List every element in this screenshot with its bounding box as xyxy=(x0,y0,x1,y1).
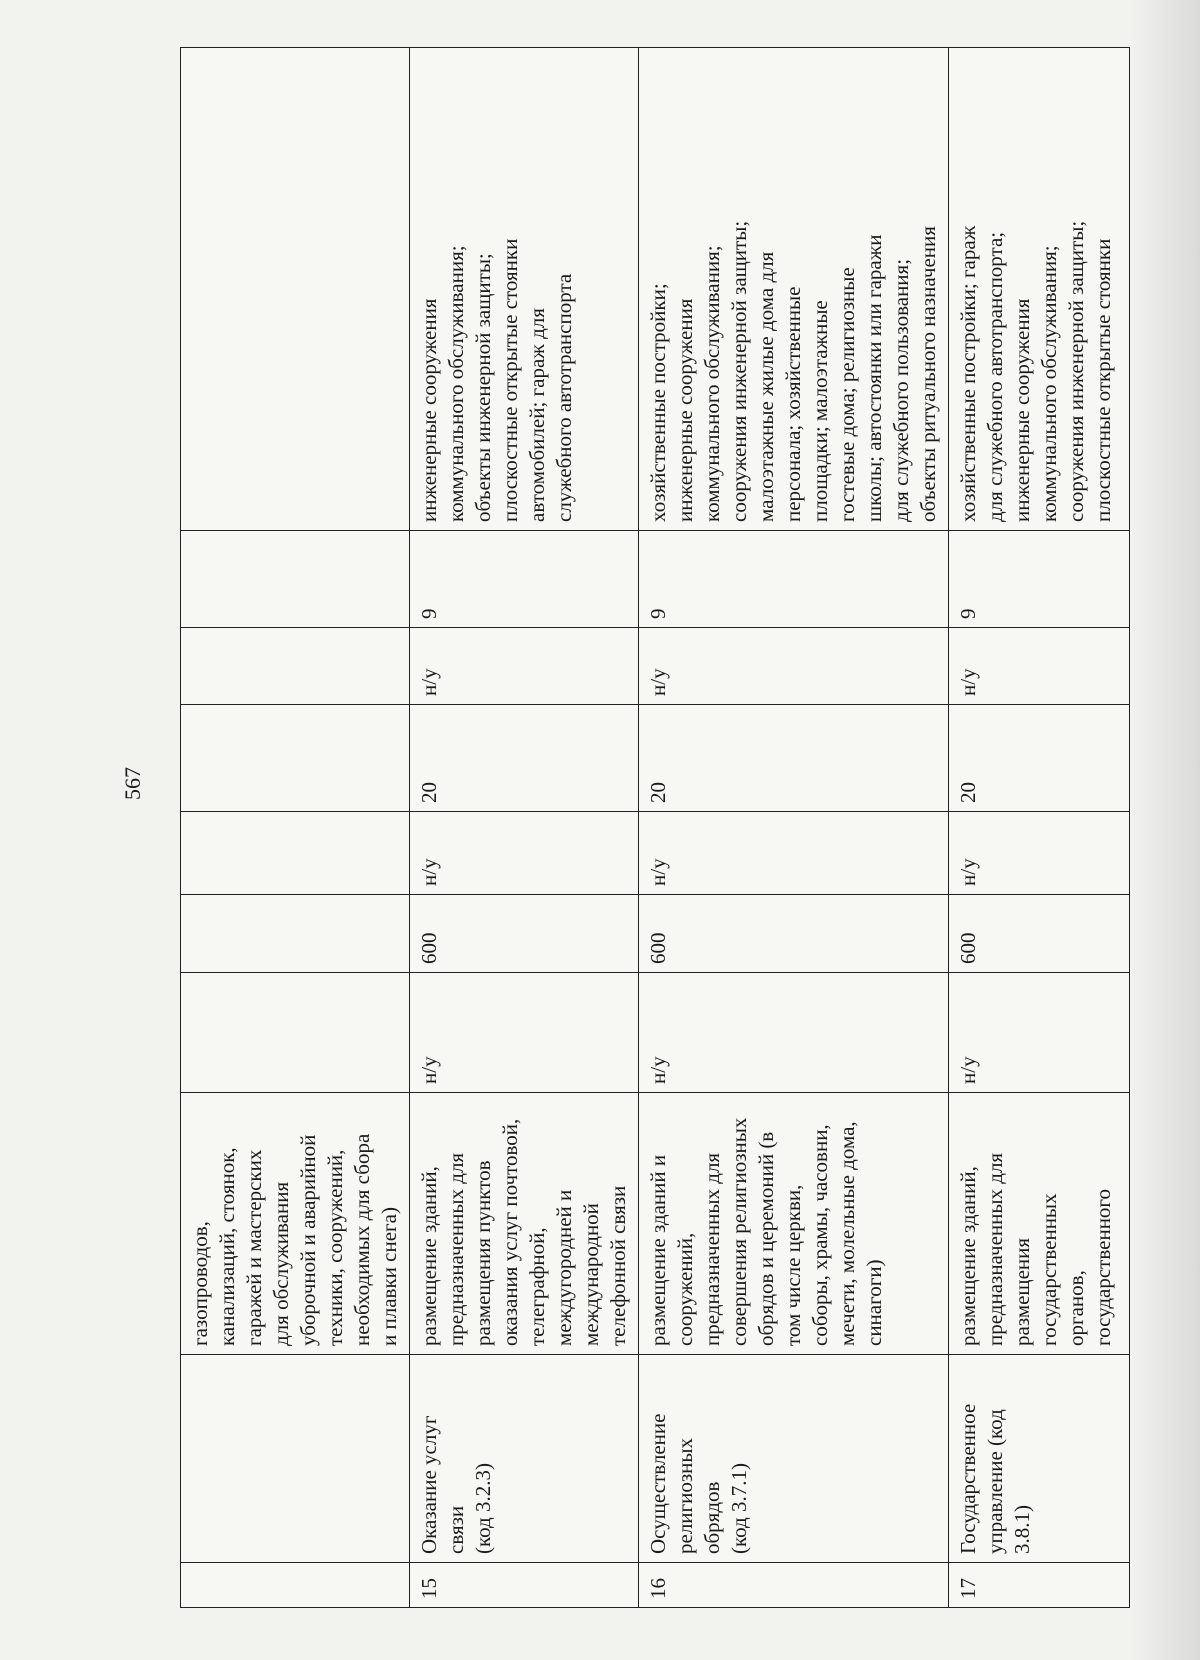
use-description: размещение зданий, предназначенных для размещения государственных органов, государственного xyxy=(949,1093,1130,1355)
use-type-name: Оказание услуг связи (код 3.2.3) xyxy=(410,1355,639,1563)
use-type-name: Осуществление религиозных обрядов (код 3.7.1) xyxy=(639,1355,949,1563)
row-number xyxy=(181,1563,410,1608)
param-cell: н/у xyxy=(410,628,639,705)
auxiliary-objects xyxy=(181,48,410,531)
param-cell xyxy=(181,531,410,628)
param-cell: н/у xyxy=(639,812,949,895)
param-cell: 600 xyxy=(639,895,949,973)
param-cell: н/у xyxy=(410,812,639,895)
param-cell: н/у xyxy=(639,628,949,705)
param-cell xyxy=(181,628,410,705)
auxiliary-objects: инженерные сооружения коммунального обслуживания; объекты инженерной защиты; плоскостные открытые стоянки автомобилей; гараж для служебного автотранспорта xyxy=(410,48,639,531)
use-description: размещение зданий и сооружений, предназначенных для совершения религиозных обрядов и церемоний (в том числе церкви, соборы, храмы, часовни, мечети, молельные дома, синагоги) xyxy=(639,1093,949,1355)
table-row xyxy=(181,48,410,1608)
scan-edge-shadow xyxy=(1130,0,1200,1660)
param-cell: 20 xyxy=(949,705,1130,812)
param-cell: 20 xyxy=(639,705,949,812)
use-description: размещение зданий, предназначенных для размещения пунктов оказания услуг почтовой, телеграфной, междугородней и международной телефонной связи xyxy=(410,1093,639,1355)
table-row xyxy=(410,48,639,1608)
param-cell: 600 xyxy=(949,895,1130,973)
param-cell xyxy=(181,705,410,812)
use-type-name: Государственное управление (код 3.8.1) xyxy=(949,1355,1130,1563)
param-cell: н/у xyxy=(949,973,1130,1093)
rotated-table-wrapper xyxy=(180,48,1115,1608)
use-type-name xyxy=(181,1355,410,1563)
param-cell: н/у xyxy=(949,812,1130,895)
param-cell xyxy=(181,973,410,1093)
row-number: 16 xyxy=(639,1563,949,1608)
page-number: 567 xyxy=(120,767,145,800)
row-number: 17 xyxy=(949,1563,1130,1608)
param-cell: 9 xyxy=(410,531,639,628)
param-cell xyxy=(181,895,410,973)
param-cell: н/у xyxy=(639,973,949,1093)
param-cell: 9 xyxy=(639,531,949,628)
auxiliary-objects: хозяйственные постройки; инженерные сооружения коммунального обслуживания; сооружения инженерной защиты; малоэтажные жилые дома для персонала; хозяйственные площадки; малоэтажные гостевые дома; религиозные школы; автостоянки или гаражи для служебного пользования; объекты ритуального назначения xyxy=(639,48,949,531)
table-row xyxy=(949,48,1130,1608)
auxiliary-objects: хозяйственные постройки; гараж для служебного автотранспорта; инженерные сооружения коммунального обслуживания; сооружения инженерной защиты; плоскостные открытые стоянки xyxy=(949,48,1130,531)
row-number: 15 xyxy=(410,1563,639,1608)
param-cell: 20 xyxy=(410,705,639,812)
table-row xyxy=(639,48,949,1608)
param-cell xyxy=(181,812,410,895)
use-description: газопроводов, канализаций, стоянок, гаражей и мастерских для обслуживания уборочной и аварийной техники, сооружений, необходимых для сбора и плавки снега) xyxy=(181,1093,410,1355)
param-cell: н/у xyxy=(949,628,1130,705)
land-use-table xyxy=(180,47,1130,1608)
param-cell: н/у xyxy=(410,973,639,1093)
param-cell: 9 xyxy=(949,531,1130,628)
param-cell: 600 xyxy=(410,895,639,973)
